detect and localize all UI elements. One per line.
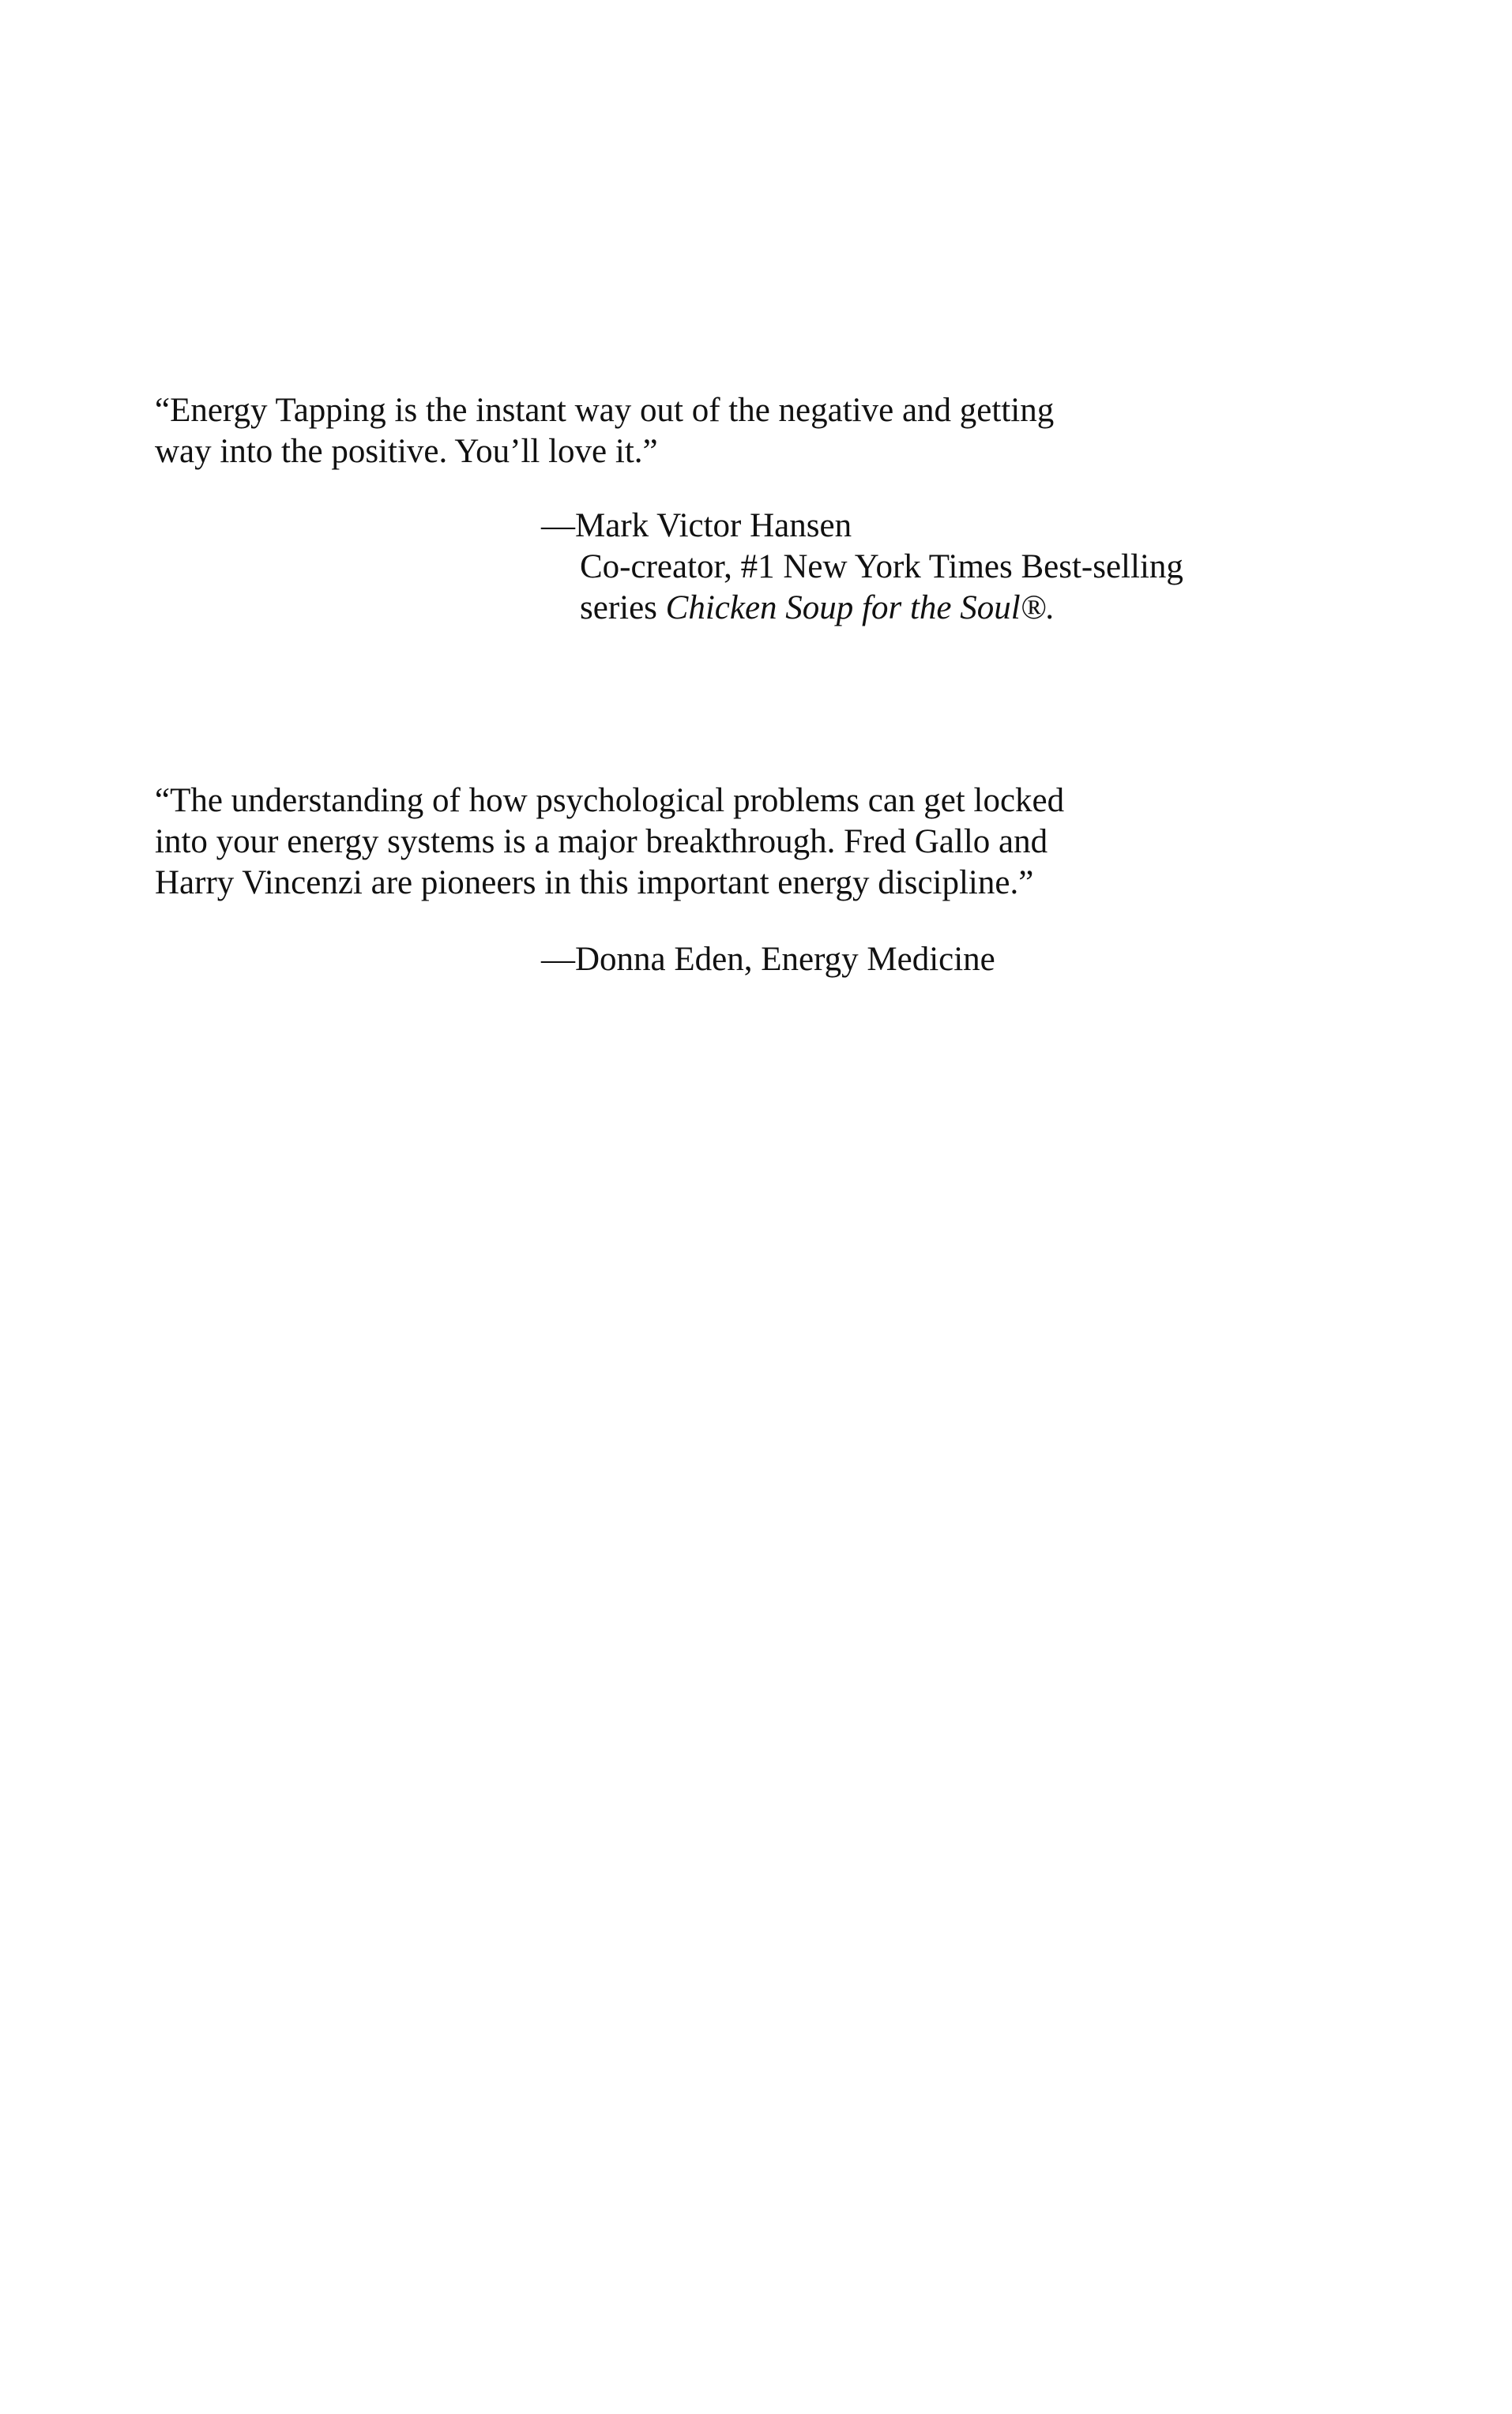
testimonial-attribution-eden: —Donna Eden, Energy Medicine	[541, 941, 995, 978]
testimonial-quote-eden	[155, 780, 1064, 904]
quote-line: way into the positive. You’ll love it.”	[155, 433, 658, 470]
quote-line: into your energy systems is a major breakthrough. Fred Gallo and	[155, 823, 1048, 860]
testimonial-attribution-hansen	[541, 506, 1183, 629]
quote-line: “Energy Tapping is the instant way out of the negative and getting	[155, 392, 1055, 429]
attribution-role: Co-creator, #1 New York Times Best-selling	[580, 548, 1183, 585]
testimonial-quote-hansen	[155, 390, 1054, 472]
attribution-series	[541, 588, 1183, 629]
attribution-name: —Mark Victor Hansen	[541, 507, 852, 544]
attribution-series-prefix: series	[580, 589, 666, 626]
quote-line: “The understanding of how psychological problems can get locked	[155, 782, 1065, 819]
quote-line: Harry Vincenzi are pioneers in this important energy discipline.”	[155, 864, 1034, 901]
attribution-series-title: Chicken Soup for the Soul®.	[665, 589, 1055, 626]
